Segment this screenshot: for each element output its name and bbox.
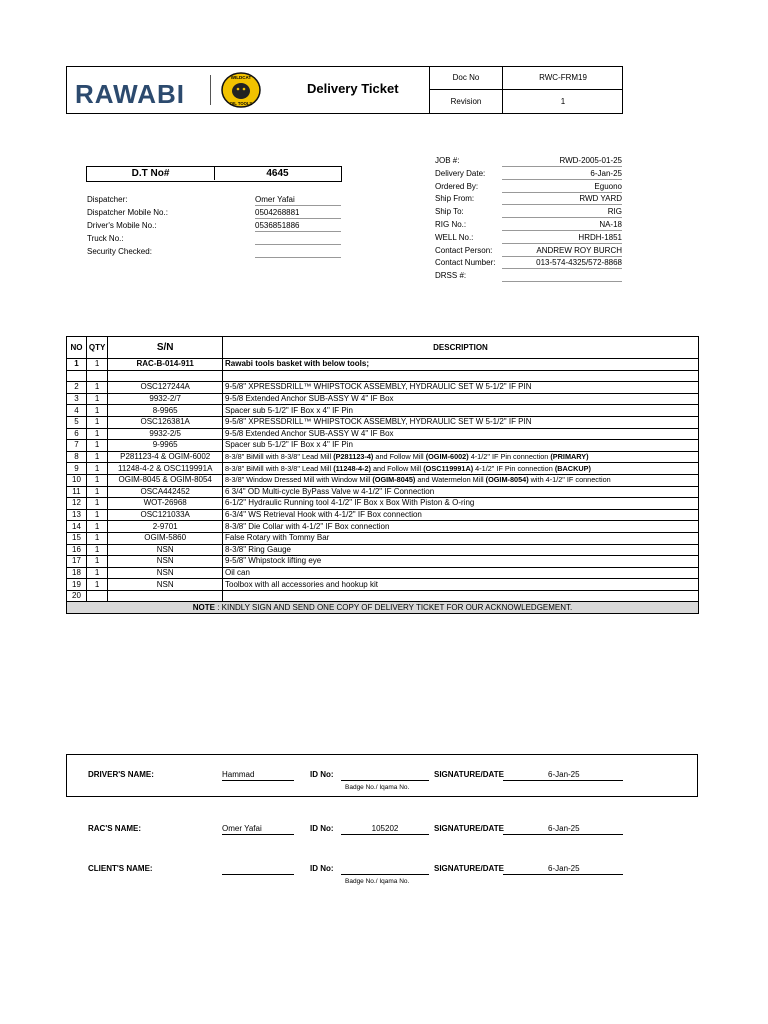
- row-sn-cell: OGIM-5860: [108, 532, 223, 544]
- row-qty-cell: 1: [86, 440, 107, 452]
- col-header-no: NO: [67, 337, 87, 359]
- row-description-cell: 9-5/8" XPRESSDRILL™ WHIPSTOCK ASSEMBLY, HYDRAULIC SET W 5-1/2" IF PIN: [223, 416, 699, 428]
- driver-mobile-label: Driver's Mobile No.:: [87, 221, 157, 230]
- note-cell: [67, 602, 699, 614]
- client-id-label: ID No:: [310, 864, 334, 873]
- row-sn-cell: 8-9965: [108, 405, 223, 417]
- row-sn-cell: OGIM-8045 & OGIM-8054: [108, 474, 223, 486]
- ordered-by-value: Eguono: [502, 182, 622, 193]
- table-row: [67, 498, 699, 510]
- doc-no-label: Doc No: [452, 73, 480, 82]
- row-description-cell: Spacer sub 5-1/2" IF Box x 4" IF Pin: [223, 405, 699, 417]
- table-row: [67, 359, 699, 371]
- rig-no-value: NA-18: [502, 220, 622, 231]
- dispatcher-value: Omer Yafai: [255, 195, 341, 206]
- truck-no-label: Truck No.:: [87, 234, 124, 243]
- note-label: NOTE: [192, 602, 215, 612]
- logo-divider: [210, 75, 211, 105]
- ship-from-value: RWD YARD: [502, 194, 622, 205]
- row-description-cell: 8-3/8" Die Collar with 4-1/2" IF Box connection: [223, 521, 699, 533]
- row-qty-cell: 1: [86, 428, 107, 440]
- col-header-qty: QTY: [86, 337, 107, 359]
- doc-no-value: RWC-FRM19: [539, 73, 587, 82]
- row-qty-cell: 1: [86, 498, 107, 510]
- row-no-cell: 8: [67, 451, 87, 463]
- row-description-cell: 8-3/8" Window Dressed Mill with Window Mill (OGIM-8045) and Watermelon Mill (OGIM-8054) with 4-1/2" IF connection: [223, 474, 699, 486]
- drss-label: DRSS #:: [435, 271, 467, 280]
- client-date-text: 6-Jan-25: [548, 864, 580, 873]
- table-row: [67, 382, 699, 394]
- row-sn-cell: NSN: [108, 579, 223, 591]
- client-badge-label: Badge No./ Iqama No.: [345, 878, 410, 885]
- table-row: [67, 451, 699, 463]
- row-sn-cell: NSN: [108, 567, 223, 579]
- page-title: Delivery Ticket: [307, 81, 399, 96]
- dt-value: 4645: [266, 168, 289, 179]
- row-qty-cell: 1: [86, 521, 107, 533]
- wildcat-badge-icon: [220, 71, 262, 109]
- row-sn-cell: WOT-26968: [108, 498, 223, 510]
- row-description-cell: 9-5/8" XPRESSDRILL™ WHIPSTOCK ASSEMBLY, HYDRAULIC SET W 5-1/2" IF PIN: [223, 382, 699, 394]
- row-description-cell: Spacer sub 5-1/2" IF Box x 4" IF Pin: [223, 440, 699, 452]
- row-qty-cell: 1: [86, 474, 107, 486]
- note-text: : KINDLY SIGN AND SEND ONE COPY OF DELIVERY TICKET FOR OUR ACKNOWLEDGEMENT.: [214, 602, 573, 612]
- row-description-cell: Rawabi tools basket with below tools;: [223, 359, 699, 371]
- contact-person-label: Contact Person:: [435, 246, 493, 255]
- row-sn-cell: 11248-4-2 & OSC119991A: [108, 463, 223, 475]
- driver-name-value: Hammad: [222, 770, 294, 781]
- driver-date-text: 6-Jan-25: [548, 770, 580, 779]
- row-qty-cell: 1: [86, 405, 107, 417]
- client-id-value: [341, 864, 429, 875]
- table-row: [67, 474, 699, 486]
- row-sn-cell: OSCA442452: [108, 486, 223, 498]
- table-row: [67, 416, 699, 428]
- row-no-cell: 12: [67, 498, 87, 510]
- row-sn-cell: [108, 590, 223, 602]
- rac-name-value: Omer Yafai: [222, 824, 294, 835]
- dispatcher-label: Dispatcher:: [87, 195, 128, 204]
- rac-name-label: RAC'S NAME:: [88, 824, 142, 833]
- ship-from-label: Ship From:: [435, 194, 475, 203]
- row-sn-cell: [108, 370, 223, 382]
- row-no-cell: 18: [67, 567, 87, 579]
- row-no-cell: 20: [67, 590, 87, 602]
- ship-to-value: RIG: [502, 207, 622, 218]
- row-no-cell: 1: [67, 359, 87, 371]
- row-no-cell: 10: [67, 474, 87, 486]
- row-sn-cell: 9932-2/7: [108, 393, 223, 405]
- security-checked-value: [255, 247, 341, 258]
- row-sn-cell: OSC127244A: [108, 382, 223, 394]
- table-row: [67, 521, 699, 533]
- row-description-cell: 9-5/8 Extended Anchor SUB-ASSY W 4" IF Box: [223, 428, 699, 440]
- delivery-date-value: 6-Jan-25: [502, 169, 622, 180]
- row-qty-cell: [86, 370, 107, 382]
- row-qty-cell: 1: [86, 382, 107, 394]
- row-qty-cell: 1: [86, 463, 107, 475]
- document-header: [66, 66, 623, 114]
- row-qty-cell: 1: [86, 567, 107, 579]
- table-row: [67, 405, 699, 417]
- security-checked-label: Security Checked:: [87, 247, 152, 256]
- row-description-cell: [223, 590, 699, 602]
- row-no-cell: 9: [67, 463, 87, 475]
- row-no-cell: [67, 370, 87, 382]
- row-no-cell: 11: [67, 486, 87, 498]
- row-sn-cell: NSN: [108, 544, 223, 556]
- dt-number-box: [86, 166, 342, 182]
- rac-id-value: 105202: [341, 824, 429, 835]
- contact-number-value: 013-574-4325/572-8868: [502, 258, 622, 269]
- row-description-cell: 9-5/8" Whipstock lifting eye: [223, 556, 699, 568]
- row-description-cell: 6 3/4" OD Multi-cycle ByPass Valve w 4-1/2" IF Connection: [223, 486, 699, 498]
- table-row: [67, 567, 699, 579]
- row-no-cell: 19: [67, 579, 87, 591]
- table-row: [67, 370, 699, 382]
- driver-badge-label: Badge No./ Iqama No.: [345, 784, 410, 791]
- row-no-cell: 16: [67, 544, 87, 556]
- table-row: [67, 509, 699, 521]
- row-description-cell: 6-1/2" Hydraulic Running tool 4-1/2" IF Box x Box With Piston & O-ring: [223, 498, 699, 510]
- contact-number-label: Contact Number:: [435, 258, 496, 267]
- col-header-sn: S/N: [108, 337, 223, 359]
- client-name-label: CLIENT'S NAME:: [88, 864, 153, 873]
- client-signature-label: SIGNATURE/DATE: [434, 864, 504, 873]
- row-no-cell: 15: [67, 532, 87, 544]
- dt-label: D.T No#: [131, 168, 170, 179]
- row-sn-cell: OSC121033A: [108, 509, 223, 521]
- row-sn-cell: 9-9965: [108, 440, 223, 452]
- row-sn-cell: OSC126381A: [108, 416, 223, 428]
- right-info-block: [435, 156, 623, 286]
- rac-signature-label: SIGNATURE/DATE: [434, 824, 504, 833]
- row-description-cell: 8-3/8" BiMill with 8-3/8" Lead Mill (11248-4-2) and Follow Mill (OSC119991A) 4-1/2" IF Pin connection (BACKUP): [223, 463, 699, 475]
- row-qty-cell: 1: [86, 579, 107, 591]
- table-header-row: [67, 337, 699, 359]
- well-no-value: HRDH-1851: [502, 233, 622, 244]
- rac-id-label: ID No:: [310, 824, 334, 833]
- row-qty-cell: 1: [86, 416, 107, 428]
- revision-value: 1: [560, 97, 566, 106]
- drss-value: [502, 271, 622, 282]
- client-signature-date[interactable]: [503, 864, 623, 875]
- row-description-cell: 8-3/8" BiMill with 8-3/8" Lead Mill (P281123-4) and Follow Mill (OGIM-6002) 4-1/2" IF Pin connection (PRIMARY): [223, 451, 699, 463]
- note-row: [67, 602, 699, 614]
- badge-bottom-text: OIL TOOLS: [229, 101, 253, 106]
- row-no-cell: 13: [67, 509, 87, 521]
- ordered-by-label: Ordered By:: [435, 182, 479, 191]
- contact-person-value: ANDREW ROY BURCH: [502, 246, 622, 257]
- row-description-cell: False Rotary with Tommy Bar: [223, 532, 699, 544]
- row-qty-cell: 1: [86, 509, 107, 521]
- row-sn-cell: RAC-B-014-911: [108, 359, 223, 371]
- row-qty-cell: 1: [86, 486, 107, 498]
- row-qty-cell: 1: [86, 556, 107, 568]
- job-value: RWD-2005-01-25: [502, 156, 622, 167]
- row-description-cell: [223, 370, 699, 382]
- row-no-cell: 6: [67, 428, 87, 440]
- row-no-cell: 4: [67, 405, 87, 417]
- row-sn-cell: NSN: [108, 556, 223, 568]
- rac-signature-date[interactable]: [503, 824, 623, 835]
- table-row: [67, 393, 699, 405]
- truck-no-value: [255, 234, 341, 245]
- driver-signature-label: SIGNATURE/DATE: [434, 770, 504, 779]
- row-sn-cell: 9932-2/5: [108, 428, 223, 440]
- table-row: [67, 463, 699, 475]
- driver-name-label: DRIVER'S NAME:: [88, 770, 154, 779]
- items-table: [66, 336, 699, 614]
- row-description-cell: Oil can: [223, 567, 699, 579]
- row-no-cell: 14: [67, 521, 87, 533]
- table-row: [67, 428, 699, 440]
- delivery-date-label: Delivery Date:: [435, 169, 486, 178]
- driver-id-value: [341, 770, 429, 781]
- ship-to-label: Ship To:: [435, 207, 464, 216]
- row-qty-cell: 1: [86, 544, 107, 556]
- dispatcher-mobile-value: 0504268881: [255, 208, 341, 219]
- table-row: [67, 544, 699, 556]
- rig-no-label: RIG No.:: [435, 220, 467, 229]
- table-row: [67, 590, 699, 602]
- row-no-cell: 2: [67, 382, 87, 394]
- table-row: [67, 579, 699, 591]
- table-row: [67, 486, 699, 498]
- client-name-value: [222, 864, 294, 875]
- row-no-cell: 17: [67, 556, 87, 568]
- table-row: [67, 532, 699, 544]
- row-no-cell: 7: [67, 440, 87, 452]
- row-description-cell: 9-5/8 Extended Anchor SUB-ASSY W 4" IF Box: [223, 393, 699, 405]
- row-description-cell: 8-3/8" Ring Gauge: [223, 544, 699, 556]
- revision-label: Revision: [450, 97, 482, 106]
- col-header-description: DESCRIPTION: [223, 337, 699, 359]
- row-qty-cell: 1: [86, 359, 107, 371]
- driver-signature-date[interactable]: [503, 770, 623, 781]
- table-row: [67, 556, 699, 568]
- row-description-cell: 6-3/4" WS Retrieval Hook with 4-1/2" IF Box connection: [223, 509, 699, 521]
- table-row: [67, 440, 699, 452]
- job-label: JOB #:: [435, 156, 460, 165]
- rac-date-text: 6-Jan-25: [548, 824, 580, 833]
- badge-top-text: WILDCAT: [230, 75, 252, 80]
- driver-mobile-value: 0536851886: [255, 221, 341, 232]
- well-no-label: WELL No.:: [435, 233, 474, 242]
- row-no-cell: 5: [67, 416, 87, 428]
- doc-info-table: [429, 67, 623, 113]
- row-description-cell: Toolbox with all accessories and hookup kit: [223, 579, 699, 591]
- row-qty-cell: 1: [86, 451, 107, 463]
- row-qty-cell: [86, 590, 107, 602]
- row-sn-cell: P281123-4 & OGIM-6002: [108, 451, 223, 463]
- row-no-cell: 3: [67, 393, 87, 405]
- driver-id-label: ID No:: [310, 770, 334, 779]
- row-qty-cell: 1: [86, 532, 107, 544]
- dispatcher-mobile-label: Dispatcher Mobile No.:: [87, 208, 168, 217]
- row-qty-cell: 1: [86, 393, 107, 405]
- rawabi-logo: RAWABI: [75, 79, 185, 109]
- row-sn-cell: 2-9701: [108, 521, 223, 533]
